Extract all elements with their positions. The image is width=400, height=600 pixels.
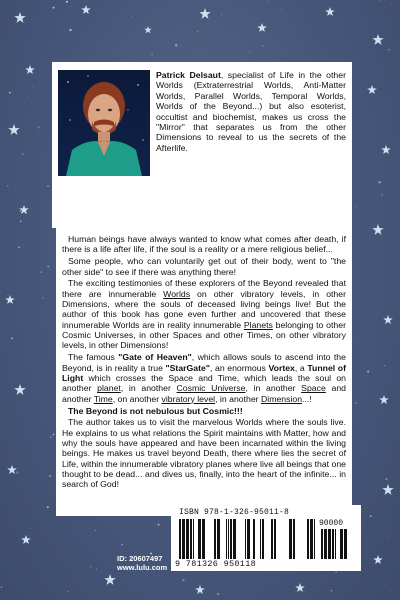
speck: [387, 536, 388, 537]
speck: [90, 566, 91, 567]
barcode-bars: [177, 519, 317, 559]
speck: [31, 528, 32, 529]
star: [144, 26, 152, 33]
speck: [67, 22, 68, 23]
price-code: 90000: [319, 519, 344, 528]
paragraph-author-journey: The author takes us to visit the marvelous Worlds where the souls live. He explains to us what relations the Spirit maintains with Matter, how and why the souls have appeared and have been incarnated within the living beings. He makes us travel beyond Death, there where lies the secret of Life, within the innumerable vibratory planes where live all beings that one thought to be dead... and dives us, finally, into the heart of the infinite... in search of God!: [62, 417, 346, 490]
speck: [217, 593, 219, 595]
headline-cosmic: The Beyond is not nebulous but Cosmic!!!: [68, 405, 243, 416]
speck: [182, 579, 184, 581]
paragraph-intro: Human beings have always wanted to know what comes after death, if there is a life after life, if the soul is a reality or a mere religious belief...: [62, 234, 346, 255]
star: [381, 145, 391, 154]
speck: [335, 572, 336, 573]
star: [383, 315, 393, 324]
speck: [247, 59, 248, 60]
speck: [117, 599, 118, 600]
paragraph-testimonies: The exciting testimonies of these explorers of the Beyond revealed that there are innumerable Worlds on other vibratory levels, in other Dimensions, where the souls of deceased living beings live! But the author of this book has gone even further and uncovered that these innumerable Worlds are in reality innumerable Planets belonging to other Cosmic Universes, in other Spaces and other Times, on other vibratory levels, in other Dimensions!: [62, 278, 346, 351]
speck: [381, 194, 382, 195]
speck: [20, 221, 21, 222]
barcode: [171, 505, 361, 571]
speck: [262, 45, 264, 47]
speck: [379, 181, 381, 183]
speck: [1, 586, 3, 588]
speck: [53, 434, 55, 436]
star: [373, 555, 383, 564]
speck: [391, 3, 392, 4]
star: [14, 384, 25, 395]
isbn-label: ISBN 978-1-326-95011-8: [179, 508, 290, 517]
publisher-url: www.lulu.com: [117, 563, 168, 572]
speck: [28, 97, 29, 98]
star: [382, 484, 393, 495]
star: [372, 224, 383, 235]
speck: [47, 265, 49, 267]
speck: [47, 186, 48, 187]
speck: [45, 197, 46, 198]
star: [21, 535, 31, 544]
star: [81, 5, 91, 14]
speck: [221, 14, 222, 15]
speck: [40, 271, 42, 273]
star: [25, 65, 35, 74]
speck: [281, 8, 282, 9]
speck: [132, 16, 133, 17]
star: [199, 8, 210, 19]
speck: [331, 590, 333, 592]
speck: [261, 4, 262, 5]
speck: [384, 365, 385, 366]
barcode-digits: 9 781326 950118: [175, 559, 257, 569]
blurb-text: [56, 228, 352, 516]
star: [367, 85, 377, 94]
star: [257, 23, 267, 32]
speck: [18, 246, 20, 248]
speck: [11, 337, 13, 339]
speck: [106, 574, 107, 575]
speck: [151, 54, 153, 56]
speck: [22, 153, 24, 155]
star: [7, 465, 17, 474]
star: [14, 12, 25, 23]
speck: [25, 213, 26, 214]
speck: [390, 590, 391, 591]
speck: [16, 471, 18, 473]
speck: [9, 92, 11, 94]
link-planets: Planets: [243, 319, 273, 330]
speck: [0, 292, 1, 293]
speck: [367, 370, 369, 372]
star: [379, 395, 389, 404]
link-worlds: Worlds: [163, 288, 191, 299]
speck: [32, 86, 33, 87]
speck: [20, 210, 21, 211]
speck: [355, 206, 356, 207]
speck: [5, 147, 6, 148]
author-bio-text: , specialist of Life in the other Worlds (Extraterrestrial Worlds, Anti-Matter Worlds, Parallel Worlds, Temporal Worlds, Worlds of the Beyond...) but also esoterist, occultist and biochemist, makes us cross the "Mirror" that separates us from the other Dimensions to reveal to us the secrets of the Afterlife.: [156, 70, 346, 153]
speck: [47, 506, 49, 508]
speck: [69, 29, 71, 31]
speck: [95, 530, 96, 531]
paragraph-gate-of-heaven: The famous "Gate of Heaven", which allows souls to ascend into the Beyond, is in reality a true "StarGate", an enormous Vortex, a Tunnel of Light which crosses the Space and Time, which leads the soul on another planet, in another Cosmic Universe, in another Space and another Time, on another vibratory level, in another Dimension...!: [62, 352, 346, 404]
publisher-id: ID: 20607497: [117, 554, 163, 563]
star: [5, 295, 15, 304]
publisher-info: [117, 554, 167, 572]
star: [295, 583, 305, 592]
speck: [68, 591, 69, 592]
star: [19, 205, 29, 214]
speck: [50, 436, 52, 438]
speck: [249, 51, 250, 52]
speck: [96, 569, 97, 570]
author-photo: [58, 70, 150, 176]
price-barcode-bars: [319, 529, 355, 559]
speck: [197, 31, 198, 32]
speck: [7, 185, 9, 187]
speck: [385, 478, 387, 480]
speck: [388, 49, 390, 51]
star: [372, 34, 383, 45]
star: [195, 585, 205, 594]
speck: [379, 1, 380, 2]
speck: [42, 297, 43, 298]
speck: [121, 544, 123, 546]
speck: [356, 403, 357, 404]
author-panel: [52, 62, 352, 228]
speck: [357, 341, 358, 342]
speck: [175, 44, 177, 46]
speck: [53, 7, 55, 9]
author-bio: [156, 70, 346, 153]
speck: [38, 126, 40, 128]
star: [325, 7, 335, 16]
speck: [49, 475, 51, 477]
paragraph-other-side: Some people, who can voluntarily get out of their body, went to "the other side" to see if there was anything there!: [62, 256, 346, 277]
speck: [158, 524, 160, 526]
speck: [66, 1, 68, 3]
star: [104, 574, 115, 585]
speck: [383, 308, 384, 309]
star: [8, 124, 19, 135]
author-name: Patrick Delsaut: [156, 70, 221, 80]
speck: [267, 1, 268, 2]
speck: [370, 515, 372, 517]
